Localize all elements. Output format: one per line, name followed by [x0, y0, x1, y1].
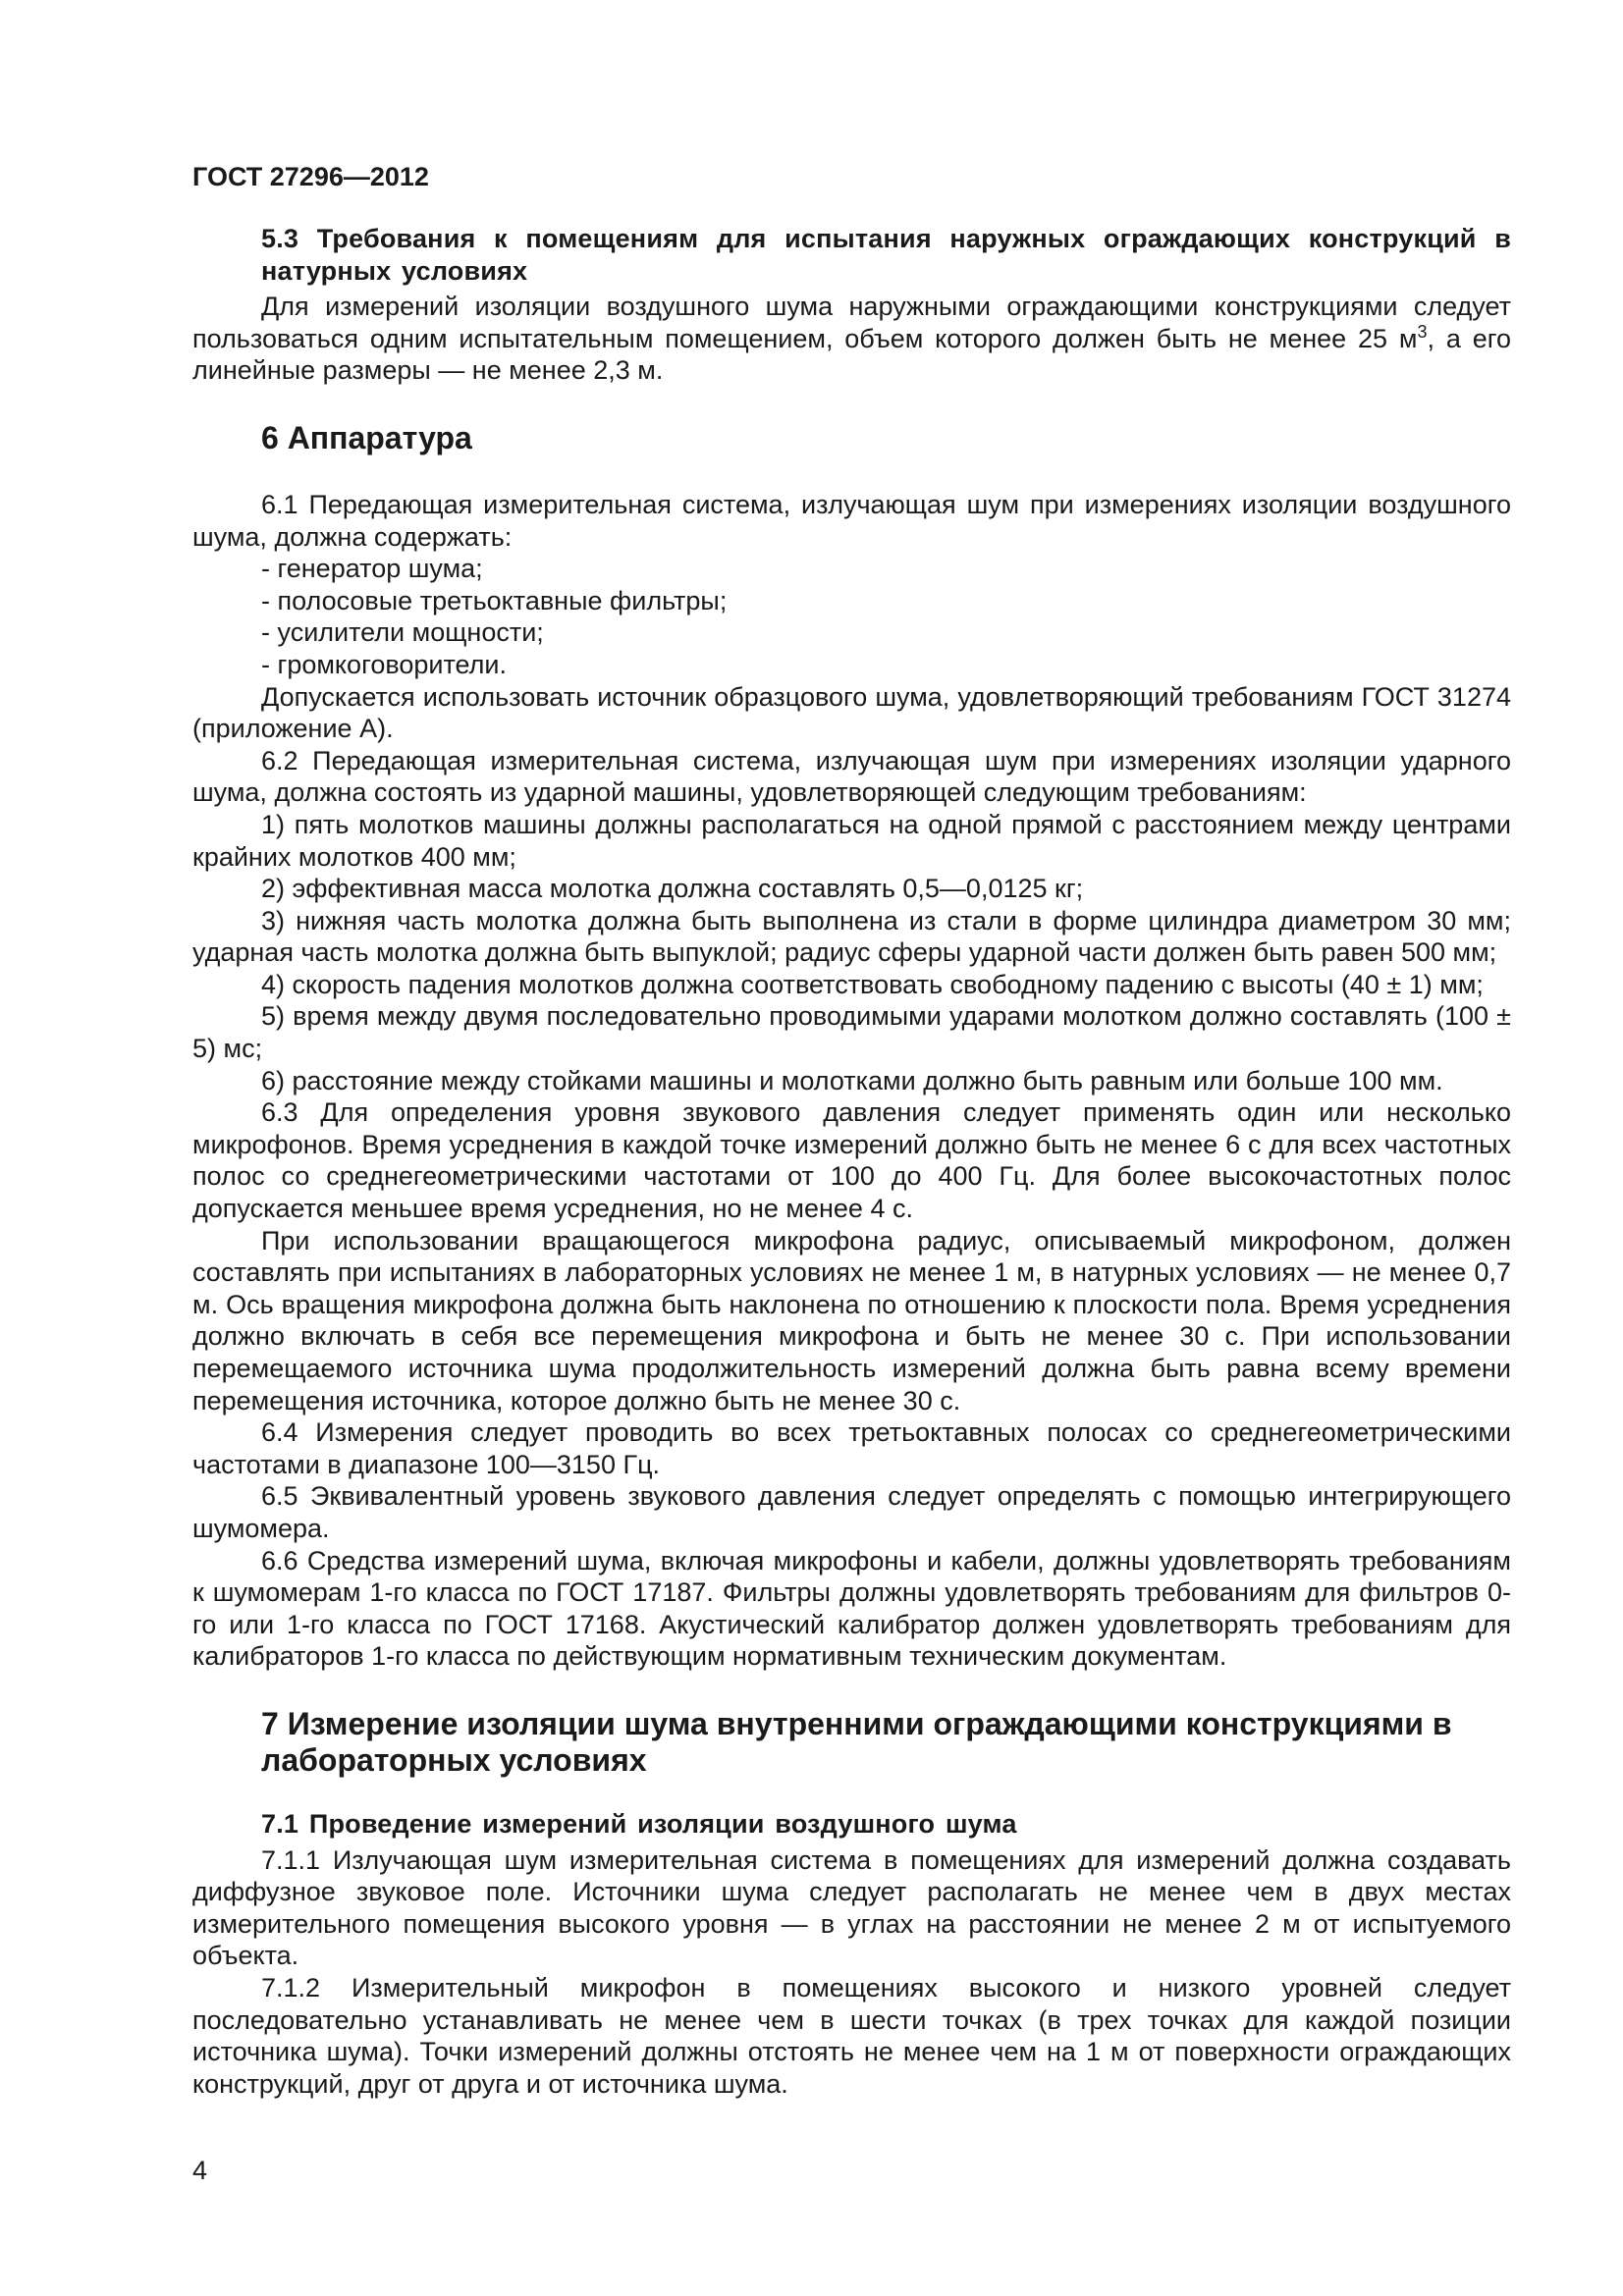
paragraph-allowance: Допускается использовать источник образцового шума, удовлетворяющий требованиям ГОСТ 31274 (приложение А).: [192, 681, 1511, 744]
paragraph-6-1: 6.1 Передающая измерительная система, излучающая шум при измерениях изоляции воздушного шума, должна содержать:: [192, 489, 1511, 552]
section-6-title: 6 Аппаратура: [261, 419, 472, 455]
list-item: - громкоговорители.: [261, 649, 508, 679]
page-content: [192, 223, 1511, 2100]
paragraph-6-6: 6.6 Средства измерений шума, включая микрофоны и кабели, должны удовлетворять требованиям к шумомерам 1-го класса по ГОСТ 17187. Фильтры должны удовлетворять требованиям для фильтров 0-го или 1-го класса по ГОСТ 17168. Акустический калибратор должен удовлетворять требованиям для калибраторов 1-го класса по действующим нормативным техническим документам.: [192, 1545, 1511, 1672]
section-7-title: 7 Измерение изоляции шума внутренними ограждающими конструкциями в лабораторных условиях: [261, 1705, 1452, 1778]
paragraph-6-3-rotating-mic: При использовании вращающегося микрофона радиус, описываемый микрофоном, должен составлять при испытаниях в лабораторных условиях не менее 1 м, в натурных условиях — не менее 0,7 м. Ось вращения микрофона должна быть наклонена по отношению к плоскости пола. Время усреднения должно включать в себя все перемещения микрофона и быть не менее 30 с. При использовании перемещаемого источника шума продолжительность измерений должна быть равна всему времени перемещения источника, которое должно быть не менее 30 с.: [192, 1225, 1511, 1415]
paragraph-6-3: 6.3 Для определения уровня звукового давления следует применять один или несколько микрофонов. Время усреднения в каждой точке измерений должно быть не менее 6 с для всех частотных полос со среднегеометрическими частотами от 100 до 400 Гц. Для более высокочастотных полос допускается меньшее время усреднения, но не менее 4 с.: [192, 1097, 1511, 1224]
paragraph-6-2: 6.2 Передающая измерительная система, излучающая шум при измерениях изоляции ударного шума, должна состоять из ударной машины, удовлетворяющей следующим требованиям:: [192, 745, 1511, 808]
requirement-6: 6) расстояние между стойками машины и молотками должно быть равным или больше 100 мм.: [261, 1065, 1443, 1095]
paragraph-text: Для измерений изоляции воздушного шума наружными ограждающими конструкциями следует пользоваться одним испытательным помещением, объем которого должен быть не менее 25 м: [192, 292, 1511, 353]
document-code: ГОСТ 27296—2012: [192, 162, 429, 191]
list-item: - генератор шума;: [261, 554, 483, 584]
paragraph-text: , а его линейные размеры — не менее 2,3 м.: [192, 323, 1511, 386]
list-item: - усилители мощности;: [261, 617, 544, 648]
paragraph-7-1-1: 7.1.1 Излучающая шум измерительная система в помещениях для измерений должна создавать диффузное звуковое поле. Источники шума следует располагать не менее чем в двух местах измерительного помещения высокого уровня — в углах на расстоянии не менее 2 м от испытуемого объекта.: [192, 1844, 1511, 1971]
page-number: 4: [192, 2156, 208, 2185]
requirement-4: 4) скорость падения молотков должна соответствовать свободному падению с высоты (40 ± 1) мм;: [261, 969, 1484, 999]
paragraph-6-4: 6.4 Измерения следует проводить во всех третьоктавных полосах со среднегеометрическими частотами в диапазоне 100—3150 Гц.: [192, 1417, 1511, 1479]
subsection-7-1-title: 7.1 Проведение измерений изоляции воздушного шума: [261, 1808, 1017, 1839]
requirement-5: 5) время между двумя последовательно проводимыми ударами молотком должно составлять (100 ± 5) мс;: [192, 1001, 1511, 1064]
list-item: - полосовые третьоктавные фильтры;: [261, 585, 728, 615]
paragraph-7-1-2: 7.1.2 Измерительный микрофон в помещениях высокого и низкого уровней следует последовательно устанавливать не менее чем в шести точках (в трех точках для каждой позиции источника шума). Точки измерений должны отстоять не менее чем на 1 м от поверхности ограждающих конструкций, друг от друга и от источника шума.: [192, 1972, 1511, 2099]
subsection-5-3-paragraph: [192, 291, 1511, 387]
subsection-5-3-title: 5.3 Требования к помещениям для испытания наружных ограждающих конструкций в натурных условиях: [261, 224, 1511, 286]
requirement-3: 3) нижняя часть молотка должна быть выполнена из стали в форме цилиндра диаметром 30 мм; ударная часть молотка должна быть выпуклой; радиус сферы ударной части должен быть равен 500 мм;: [192, 905, 1511, 968]
paragraph-6-5: 6.5 Эквивалентный уровень звукового давления следует определять с помощью интегрирующего шумомера.: [192, 1481, 1511, 1543]
superscript: 3: [1417, 321, 1428, 342]
requirement-1: 1) пять молотков машины должны располагаться на одной прямой с расстоянием между центрами крайних молотков 400 мм;: [192, 809, 1511, 872]
requirement-2: 2) эффективная масса молотка должна составлять 0,5—0,0125 кг;: [261, 874, 1084, 904]
